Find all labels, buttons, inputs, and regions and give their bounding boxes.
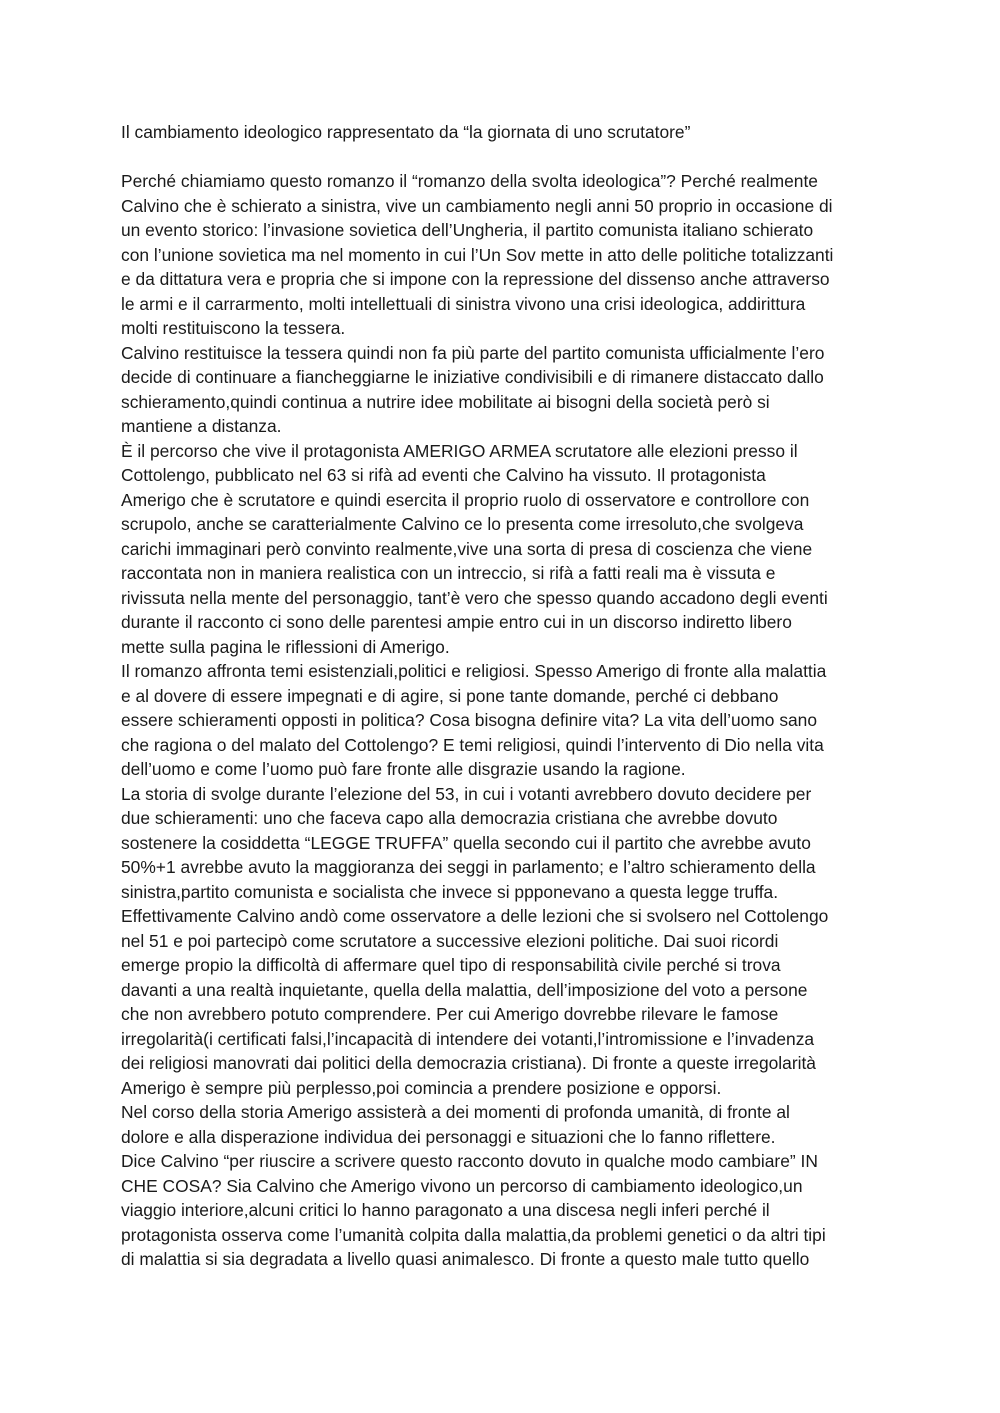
text-line: raccontata non in maniera realistica con un intreccio, si rifà a fatti reali ma è vissuta e bbox=[121, 563, 776, 583]
paragraph bbox=[121, 1100, 881, 1149]
text-line: davanti a una realtà inquietante, quella della malattia, dell’imposizione del voto a persone bbox=[121, 979, 808, 1000]
text-line: È il percorso che vive il protagonista AMERIGO ARMEA scrutatore alle elezioni presso il bbox=[121, 440, 798, 461]
document-body bbox=[121, 120, 881, 1272]
text-line: carichi immaginari però convinto realmente,vive una sorta di presa di coscienza che viene bbox=[121, 538, 813, 559]
text-line: dell’uomo e come l’uomo può fare fronte alle disgrazie usando la ragione. bbox=[121, 759, 686, 779]
text-line: Dice Calvino “per riuscire a scrivere questo racconto dovuto in qualche modo cambiare” IN bbox=[121, 1151, 818, 1171]
text-line: con l’unione sovietica ma nel momento in cui l’Un Sov mette in atto delle politiche totalizzanti bbox=[121, 244, 834, 265]
text-line: due schieramenti: uno che faceva capo alla democrazia cristiana che avrebbe dovuto bbox=[121, 808, 778, 828]
text-line: Calvino che è schierato a sinistra, vive un cambiamento negli anni 50 proprio in occasione di bbox=[121, 195, 833, 216]
text-line: CHE COSA? Sia Calvino che Amerigo vivono un percorso di cambiamento ideologico,un bbox=[121, 1175, 803, 1196]
text-line: Il romanzo affronta temi esistenziali,politici e religiosi. Spesso Amerigo di fronte alla malattia bbox=[121, 661, 827, 681]
text-line: viaggio interiore,alcuni critici lo hanno paragonato a una discesa negli inferi perché il bbox=[121, 1200, 770, 1220]
text-line: e al dovere di essere impegnati e di agire, si pone tante domande, perché ci debbano bbox=[121, 685, 779, 706]
paragraph-list bbox=[121, 169, 881, 1272]
text-line: di malattia si sia degradata a livello quasi animalesco. Di fronte a questo male tutto quello bbox=[121, 1249, 810, 1269]
text-line: Cottolengo, pubblicato nel 63 si rifà ad eventi che Calvino ha vissuto. Il protagonista bbox=[121, 465, 766, 485]
text-line: dolore e alla disperazione individua dei personaggi e situazioni che lo fanno riflettere. bbox=[121, 1126, 776, 1147]
text-line: Nel corso della storia Amerigo assisterà a dei momenti di profonda umanità, di fronte al bbox=[121, 1102, 790, 1122]
text-line: mantiene a distanza. bbox=[121, 416, 282, 436]
text-line: dei religiosi manovrati dai politici della democrazia cristiana). Di fronte a queste irregolarità bbox=[121, 1053, 816, 1073]
text-line: essere schieramenti opposti in politica? Cosa bisogna definire vita? La vita dell’uomo sano bbox=[121, 710, 818, 730]
paragraph bbox=[121, 1149, 881, 1272]
text-line: La storia di svolge durante l’elezione del 53, in cui i votanti avrebbero dovuto decidere per bbox=[121, 783, 812, 804]
text-line: che ragiona o del malato del Cottolengo? E temi religiosi, quindi l’intervento di Dio nella vita bbox=[121, 734, 824, 755]
text-line: le armi e il carrarmento, molti intellettuali di sinistra vivono una crisi ideologica, addirittura bbox=[121, 293, 806, 314]
text-line: e da dittatura vera e propria che si impone con la repressione del dissenso anche attraverso bbox=[121, 269, 830, 289]
text-line: Amerigo che è scrutatore e quindi esercita il proprio ruolo di osservatore e controllore con bbox=[121, 489, 810, 510]
paragraph bbox=[121, 439, 881, 660]
text-line: molti restituiscono la tessera. bbox=[121, 318, 346, 338]
text-line: rivissuta nella mente del personaggio, tant’è vero che spesso quando accadono degli eventi bbox=[121, 587, 828, 608]
text-line: sinistra,partito comunista e socialista che invece si ppponevano a questa legge truffa. bbox=[121, 881, 779, 902]
paragraph bbox=[121, 169, 881, 341]
text-line: Effettivamente Calvino andò come osservatore a delle lezioni che si svolsero nel Cottolengo bbox=[121, 906, 829, 926]
paragraph bbox=[121, 341, 881, 439]
text-line: emerge propio la difficoltà di affermare quel tipo di responsabilità civile perché si trova bbox=[121, 955, 781, 975]
text-line: schieramento,quindi continua a nutrire idee mobilitate ai bisogni della società però si bbox=[121, 391, 770, 412]
text-line: decide di continuare a fiancheggiarne le iniziative condivisibili e di rimanere distaccato dallo bbox=[121, 367, 824, 387]
text-line: scrupolo, anche se caratterialmente Calvino ce lo presenta come irresoluto,che svolgeva bbox=[121, 514, 804, 534]
text-line: Calvino restituisce la tessera quindi non fa più parte del partito comunista ufficialmente l’ero bbox=[121, 342, 825, 363]
text-line: un evento storico: l’invasione sovietica dell’Ungheria, il partito comunista italiano schierato bbox=[121, 220, 814, 240]
text-line: durante il racconto ci sono delle parentesi ampie entro cui in un discorso indiretto libero bbox=[121, 612, 792, 632]
text-line: sostenere la cosiddetta “LEGGE TRUFFA” quella secondo cui il partito che avrebbe avuto bbox=[121, 832, 811, 853]
text-line: Amerigo è sempre più perplesso,poi comincia a prendere posizione e opporsi. bbox=[121, 1077, 722, 1098]
text-line: irregolarità(i certificati falsi,l’incapacità di intendere dei votanti,l’intromissione e l’invadenza bbox=[121, 1028, 815, 1049]
text-line: nel 51 e poi partecipò come scrutatore a successive elezioni politiche. Dai suoi ricordi bbox=[121, 930, 779, 951]
text-line: protagonista osserva come l’umanità colpita dalla malattia,da problemi genetici o da altri tipi bbox=[121, 1224, 826, 1245]
paragraph bbox=[121, 782, 881, 1101]
text-line: che non avrebbero potuto comprendere. Per cui Amerigo dovrebbe rilevare le famose bbox=[121, 1004, 779, 1024]
text-line: Perché chiamiamo questo romanzo il “romanzo della svolta ideologica”? Perché realmente bbox=[121, 171, 818, 191]
document-title: Il cambiamento ideologico rappresentato da “la giornata di uno scrutatore” bbox=[121, 122, 691, 142]
text-line: 50%+1 avrebbe avuto la maggioranza dei seggi in parlamento; e l’altro schieramento della bbox=[121, 857, 816, 877]
paragraph bbox=[121, 659, 881, 782]
text-line: mette sulla pagina le riflessioni di Amerigo. bbox=[121, 636, 450, 657]
